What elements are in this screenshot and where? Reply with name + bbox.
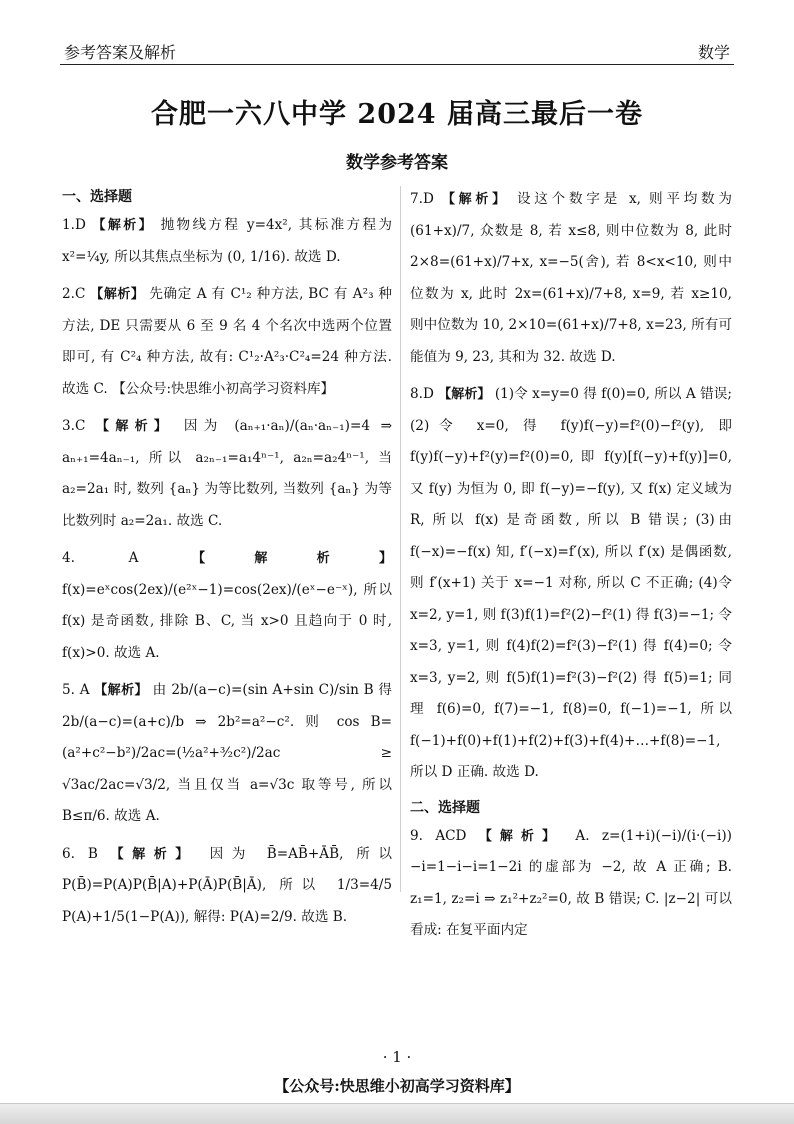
answer-item-2 [62, 279, 392, 405]
analysis-tag: 【解析】 [438, 387, 491, 402]
bottom-scan-band [0, 1103, 794, 1124]
answer-number: 1.D [62, 217, 86, 233]
answer-text: f(x)=eˣcos(2ex)/(e²ˣ−1)=cos(2ex)/(eˣ−e⁻ˣ), 所以 f(x) 是奇函数, 排除 B、C, 当 x>0 且趋向于 0 时, f(x)>0. 故选 A. [62, 581, 392, 661]
analysis-tag: 【解析】 [94, 683, 148, 698]
answer-text: 由 2b/(a−c)=(sin A+sin C)/sin B 得 2b/(a−c)=(a+c)/b ⇒ 2b²=a²−c². 则 cos B=(a²+c²−b²)/2ac=(½a²+³⁄₂c²)/2ac ≥ √3ac/2ac=√3/2, 当且仅当 a=√3c 取等号, 所以 B≤π/6. 故选 A. [62, 682, 392, 824]
footer-note: 【公众号:快思维小初高学习资料库】 [274, 1077, 520, 1095]
answer-text: 因为 B̄=AB̄+ĀB̄, 所以 P(B̄)=P(A)P(B̄|A)+P(Ā)P(B̄|Ā), 所以 1/3=4/5 P(A)+1/5(1−P(A)), 解得: P(A)=2/9. 故选 B. [62, 845, 392, 925]
answer-text: 因为 (aₙ₊₁·aₙ)/(aₙ·aₙ₋₁)=4 ⇒ aₙ₊₁=4aₙ₋₁, 所以 a₂ₙ₋₁=a₁4ⁿ⁻¹, a₂ₙ=a₂4ⁿ⁻¹, 当 a₂=2a₁ 时, 数列 {aₙ} 为等比数列, 当数列 {aₙ} 为等比数列时 a₂=2a₁. 故选 C. [62, 418, 393, 529]
analysis-tag: 【解析】 [96, 419, 174, 434]
header-left-label: 参考答案及解析 [64, 43, 177, 62]
analysis-tag: 【解析】 [110, 846, 197, 862]
answer-number: 7.D [410, 191, 434, 207]
analysis-tag: 【解析】 [92, 218, 154, 233]
answer-number: 5. A [62, 682, 90, 698]
answer-text: 抛物线方程 y=4x², 其标准方程为 x²=¼y, 所以其焦点坐标为 (0, 1/16). 故选 D. [62, 217, 393, 265]
answer-text: 设这个数字是 x, 则平均数为 (61+x)/7, 众数是 8, 若 x≤8, 则中位数为 8, 此时 2×8=(61+x)/7+x, x=−5(舍), 若 8<x<10, 则中位数为 x, 此时 2x=(61+x)/7+8, x=9, 若 x≥10, 则中位数为 10, 2×10=(61+x)/7+8, x=23, 所有可能值为 9, 23, 其和为 32. 故选 D. [410, 191, 732, 365]
section-heading-multiple-choice: 一、选择题 [62, 189, 132, 205]
answer-text: A. z=(1+i)(−i)/(i·(−i))−i=1−i−i=1−2i 的虚部为 −2, 故 A 正确; B. z₁=1, z₂=i ⇒ z₁²+z₂²=0, 故 B 错误; C. |z−2| 可以看成: 在复平面内定 [410, 827, 732, 938]
header-subject-label: 数学 [697, 43, 730, 62]
page-number: · 1 · [382, 1048, 412, 1066]
answer-number: 2.C [62, 286, 86, 302]
analysis-tag: 【解析】 [192, 551, 392, 566]
document-title: 合肥一六八中学 2024 届高三最后一卷 [151, 99, 643, 130]
answer-item-3 [62, 411, 392, 537]
answer-item-4 [62, 543, 392, 669]
answer-item-5 [62, 675, 392, 833]
document-subtitle: 数学参考答案 [346, 153, 448, 173]
section-heading-multi-select: 二、选择题 [410, 799, 480, 816]
answer-number: 9. ACD [410, 827, 467, 844]
answer-text: (1)令 x=y=0 得 f(0)=0, 所以 A 错误; (2)令 x=0, 得 f(y)f(−y)=f²(0)−f²(y), 即 f(y)f(−y)+f²(y)=f²(0)=0, 即 f(y)[f(−y)+f(y)]=0, 又 f(y) 为恒为 0, 即 f(−y)=−f(y), 又 f(x) 定义域为 R, 所以 f(x) 是奇函数, 所以 B 错误; (3)由 f(−x)=−f(x) 知, f′(−x)=f′(x), 所以 f′(x) 是偶函数, 则 f′(x+1) 关于 x=−1 对称, 所以 C 不正确; (4)令 x=2, y=1, 则 f(3)f(1)=f²(2)−f²(1) 得 f(3)=−1; 令 x=3, y=1, 则 f(4)f(2)=f²(3)−f²(1) 得 f(4)=0; 令 x=3, y=2, 则 f(5)f(1)=f²(3)−f²(2) 得 f(5)=1; 同理 f(6)=0, f(7)=−1, f(8)=0, f(−1)=−1, 所以 f(−1)+f(0)+f(1)+f(2)+f(3)+f(4)+…+f(8)=−1, 所以 D 正确. 故选 D. [410, 386, 732, 780]
answer-item-9 [410, 821, 732, 947]
analysis-tag: 【解析】 [441, 192, 509, 207]
analysis-tag: 【解析】 [478, 828, 564, 844]
answer-item-7 [410, 184, 732, 373]
answer-item-8 [410, 379, 732, 789]
analysis-tag: 【解析】 [90, 287, 145, 302]
header-divider [60, 64, 734, 65]
answer-text: 先确定 A 有 C¹₂ 种方法, BC 有 A²₃ 种方法, DE 只需要从 6 至 9 名 4 个名次中选两个位置即可, 有 C²₄ 种方法, 故有: C¹₂·A²₃·C²₄=24 种方法. 故选 C. 【公众号:快思维小初高学习资料库】 [62, 286, 392, 397]
answer-number: 6. B [62, 845, 98, 862]
left-column [62, 184, 392, 939]
answer-number: 3.C [62, 418, 86, 434]
page-header [64, 34, 730, 64]
column-divider [400, 186, 401, 892]
answer-item-1 [62, 210, 392, 273]
answer-item-6 [62, 839, 392, 934]
answer-number: 4. A [62, 550, 139, 566]
right-column [410, 184, 732, 953]
answer-number: 8.D [410, 386, 434, 402]
